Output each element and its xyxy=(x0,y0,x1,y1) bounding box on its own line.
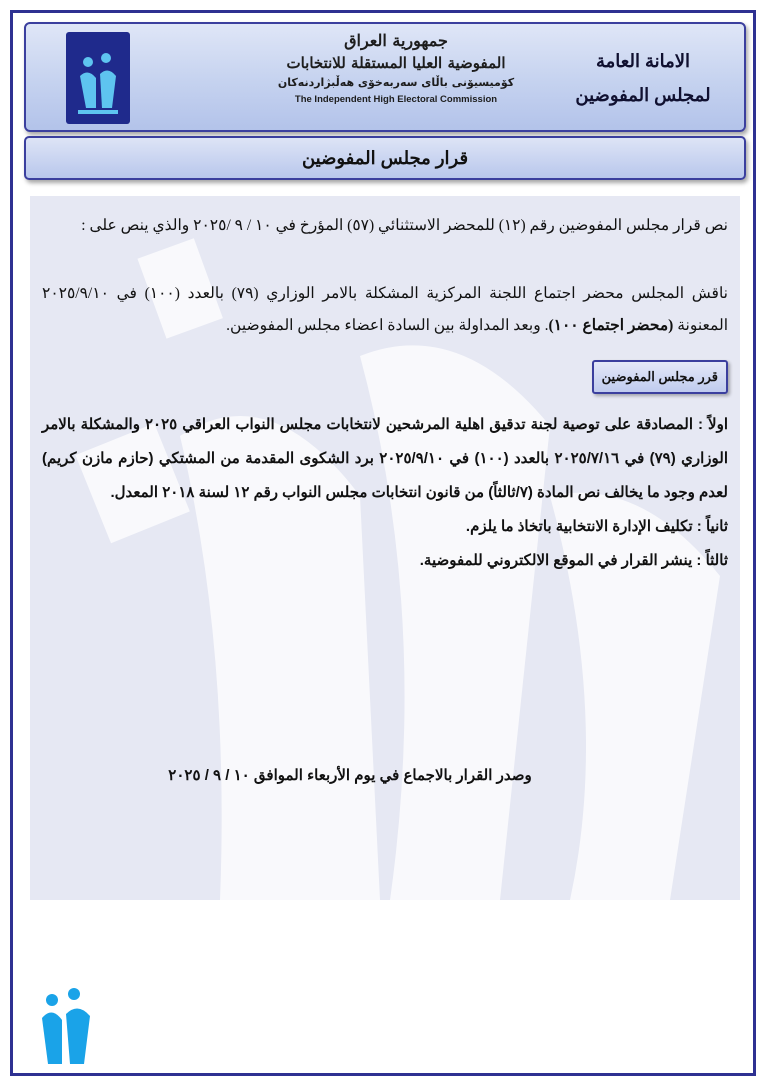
commission-name-ku: كۆمیسیۆنی باڵای سەربەخۆی هەڵبژاردنەکان xyxy=(277,76,515,89)
general-secretariat-line1: الامانة العامة xyxy=(596,51,690,71)
commission-name-ar-line1: جمهورية العراق xyxy=(344,31,448,50)
issued-statement: وصدر القرار بالاجماع في يوم الأربعاء الموافق ١٠ / ٩ / ٢٠٢٥ xyxy=(168,767,532,784)
decisions-list xyxy=(42,408,728,578)
commission-name-ar-line2: المفوضية العليا المستقلة للانتخابات xyxy=(286,54,506,72)
letterhead xyxy=(24,22,746,132)
bottom-logo-icon xyxy=(40,978,94,1070)
discussion-text: ناقش المجلس محضر اجتماع اللجنة المركزية المشكلة بالامر الوزاري (٧٩) بالعدد (١٠٠) في ٢٠٢٥/٩/١٠ المعنونة xyxy=(42,285,728,334)
intro-paragraph: نص قرار مجلس المفوضين رقم (١٢) للمحضر الاستثنائي (٥٧) المؤرخ في ١٠ / ٩ /٢٠٢٥ والذي ينص على : xyxy=(81,217,728,234)
document-body xyxy=(42,210,728,578)
general-secretariat xyxy=(568,44,718,112)
discussion-end-text: . وبعد المداولة بين السادة اعضاء مجلس المفوضين. xyxy=(226,317,549,334)
decision-third: ثالثاً : ينشر القرار في الموقع الالكتروني للمفوضية. xyxy=(419,552,728,569)
commission-name xyxy=(256,30,536,126)
discussion-bold-text: (محضر اجتماع ١٠٠) xyxy=(548,317,674,334)
commission-name-en: The Independent High Electoral Commission xyxy=(294,94,498,105)
discussion-paragraph xyxy=(42,278,728,342)
document-title: قرار مجلس المفوضين xyxy=(24,136,746,180)
decision-first: اولاً : المصادقة على توصية لجنة تدقيق اهلية المرشحين لانتخابات مجلس النواب العراقي ٢٠٢٥ والمشكلة بالامر الوزاري (٧٩) في ٢٠٢٥/٧/١٦ بالعدد (١٠٠) في ٢٠٢٥/٩/١٠ برد الشكوى المقدمة من المشتكي (حازم مازن كريم) لعدم وجود ما يخالف نص المادة (٧/ثالثاً) من قانون انتخابات مجلس النواب رقم ١٢ لسنة ٢٠١٨ المعدل. xyxy=(42,416,728,501)
general-secretariat-line2: لمجلس المفوضين xyxy=(575,85,711,105)
decision-second: ثانياً : تكليف الإدارة الانتخابية باتخاذ ما يلزم. xyxy=(465,518,728,535)
decision-label: قرر مجلس المفوضين xyxy=(592,360,728,394)
commission-logo xyxy=(66,32,130,124)
